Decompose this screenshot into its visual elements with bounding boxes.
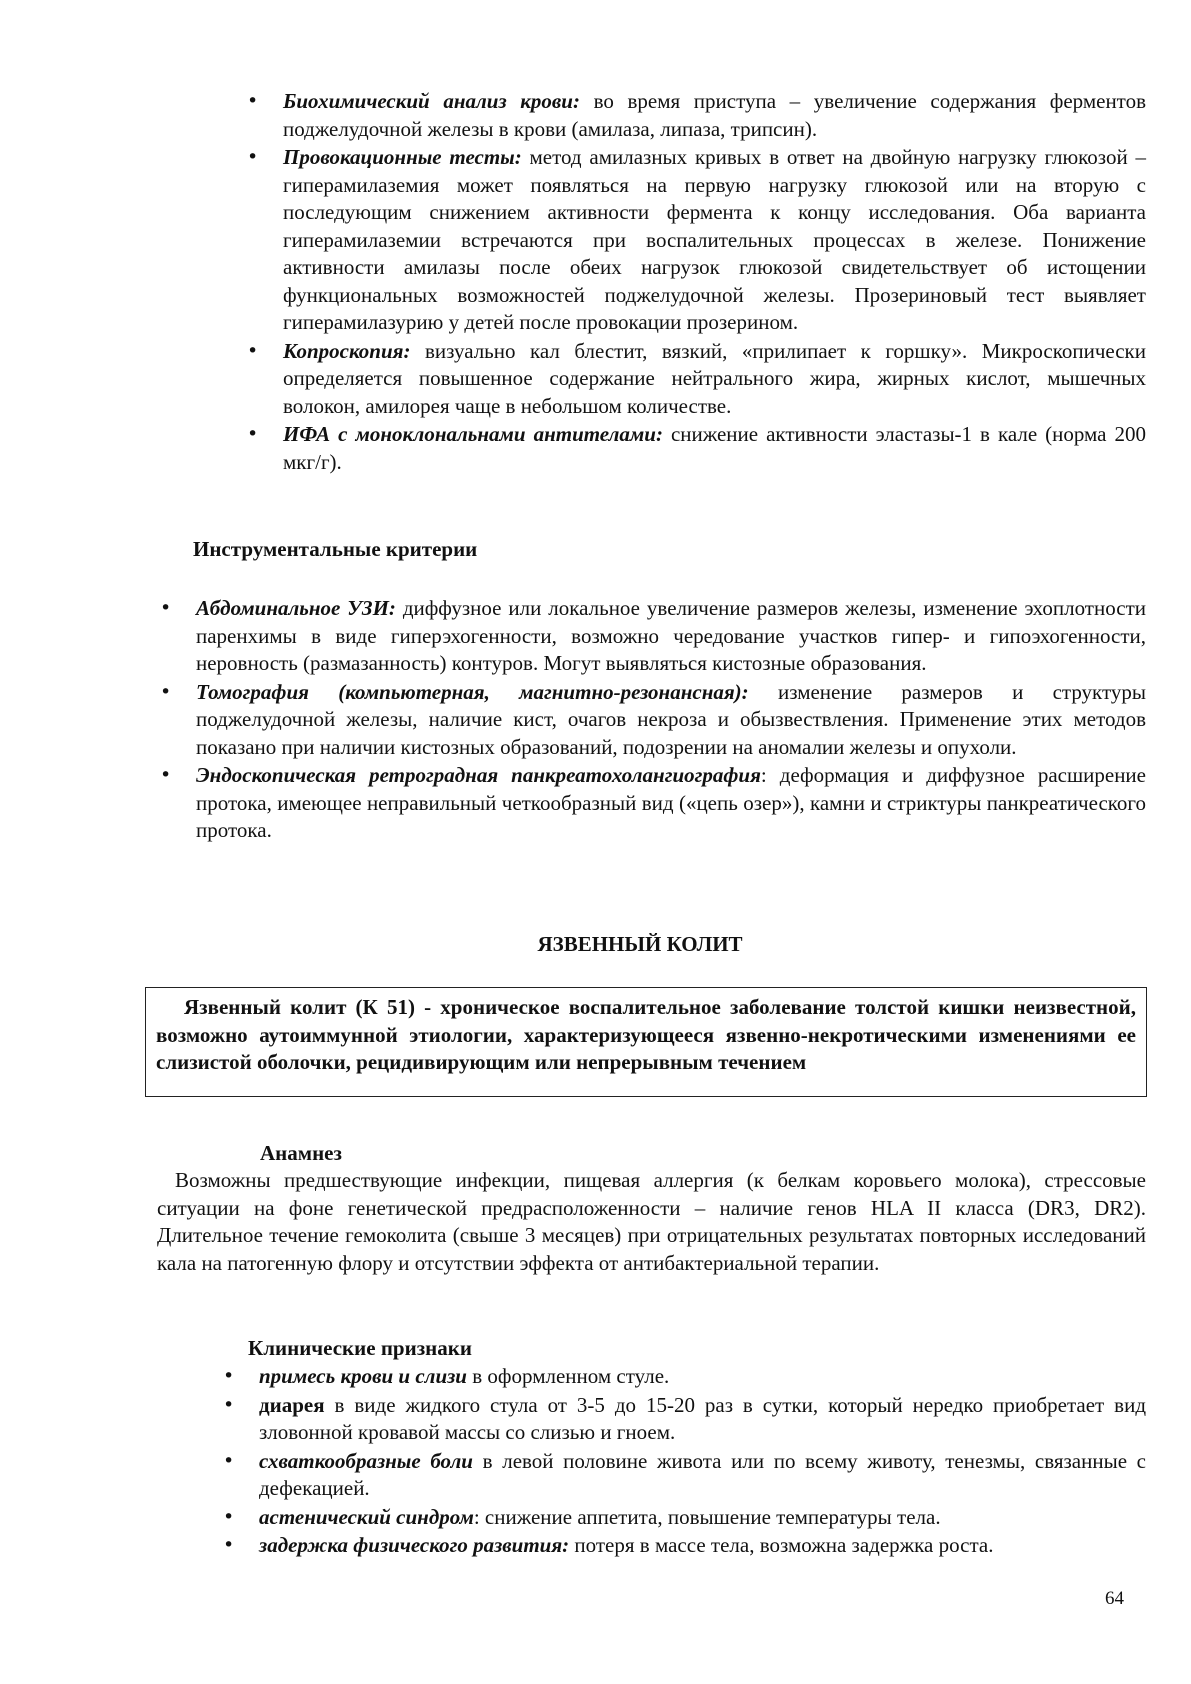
list-item-term: Провокационные тесты: [283,145,522,169]
list-item-text: : снижение аппетита, повышение температуры тела. [473,1504,941,1529]
list-item-term: диарея [259,1392,325,1417]
list-item-term: задержка физического развития: [259,1533,570,1557]
list-item-term: примесь крови и слизи [259,1364,467,1388]
anamnesis-text: Возможны предшествующие инфекции, пищевая аллергия (к белкам коровьего молока), стрессовые ситуации на фоне генетической предрасположенности – наличие генов HLA II класса (DR3, DR2). Длительное течение гемоколита (свыше 3 месяцев) при отрицательных результатах повторных исследований кала на патогенную флору и отсутствии эффекта от антибактериальной терапии. [157,1168,1146,1275]
instrumental-heading: Инструментальные критерии [193,537,478,561]
list-item [196,679,1146,762]
list-item-term: Абдоминальное УЗИ: [196,596,396,620]
list-item [259,1363,1146,1391]
section-title: ЯЗВЕННЫЙ КОЛИТ [537,932,743,956]
list-item [196,595,1146,678]
list-item-term: Томография (компьютерная, магнитно-резонансная): [196,679,749,704]
list-item [259,1448,1146,1503]
list-item-text: в оформленном стуле. [467,1364,670,1388]
anamnesis-heading: Анамнез [260,1141,342,1165]
list-item-text: изменение размеров и структуры поджелудочной железы, наличие кист, очагов некроза и обызвествления. Применение этих методов показано при наличии кистозных образований, подозрении на аномалии железы и опухоли. [196,679,1146,759]
list-item-text: потеря в массе тела, возможна задержка роста. [569,1533,994,1557]
list-item-text: снижение активности эластазы-1 в кале (норма 200 мкг/г). [283,422,1146,474]
list-item [283,421,1146,476]
list-item-text: : деформация и диффузное расширение протока, имеющее неправильный четкообразный вид («цепь озер»), камни и стриктуры панкреатического протока. [196,763,1146,842]
list-item-text: в виде жидкого стула от 3-5 до 15-20 раз в сутки, который нередко приобретает вид зловонной кровавой массы со слизью и гноем. [259,1392,1146,1444]
lab-criteria-list [283,88,1146,477]
list-item-text: визуально кал блестит, вязкий, «прилипает к горшку». Микроскопически определяется повышенное содержание нейтрального жира, жирных кислот, мышечных волокон, амилорея чаще в небольшом количестве. [283,338,1146,418]
list-item-text: в левой половине живота или по всему животу, тенезмы, связанные с дефекацией. [259,1448,1146,1500]
list-item-text: во время приступа – увеличение содержания ферментов поджелудочной железы в крови (амилаза, липаза, трипсин). [283,89,1146,141]
list-item-text: диффузное или локальное увеличение размеров железы, изменение эхоплотности паренхимы в виде гиперэхогенности, возможно чередование участков гипер- и гипоэхогенности, неровность (размазанность) контуров. Могут выявляться кистозные образования. [196,596,1146,675]
list-item-term: ИФА с моноклональнами антителами: [283,422,663,446]
clinical-heading: Клинические признаки [248,1336,472,1360]
list-item-term: схваткообразные боли [259,1448,473,1473]
page-number: 64 [1105,1588,1124,1609]
definition-box: Язвенный колит (К 51) - хроническое воспалительное заболевание толстой кишки неизвестной, возможно аутоиммунной этиологии, характеризующееся язвенно-некротическими изменениями ее слизистой оболочки, рецидивирующим или непрерывным течением [145,987,1147,1097]
list-item [259,1532,1146,1560]
list-item [283,338,1146,421]
list-item-term: астенический синдром [259,1504,474,1529]
clinical-list [259,1363,1146,1561]
list-item [283,88,1146,143]
list-item-term: Биохимический анализ крови: [283,89,580,113]
list-item-term: Копроскопия: [283,338,411,363]
list-item [259,1504,1146,1532]
list-item [283,144,1146,337]
list-item-text: метод амилазных кривых в ответ на двойную нагрузку глюкозой – гиперамилаземия может появляться на первую нагрузку глюкозой или на вторую с последующим снижением активности фермента к концу исследования. Оба варианта гиперамилаземии встречаются при воспалительных процессах в железе. Понижение активности амилазы после обеих нагрузок глюкозой свидетельствует об истощении функциональных возможностей поджелудочной железы. Прозериновый тест выявляет гиперамилазурию у детей после провокации прозерином. [283,145,1146,334]
list-item [196,762,1146,845]
list-item-term: Эндоскопическая ретроградная панкреатохолангиография [196,763,761,787]
instrumental-list [196,595,1146,846]
list-item [259,1392,1146,1447]
